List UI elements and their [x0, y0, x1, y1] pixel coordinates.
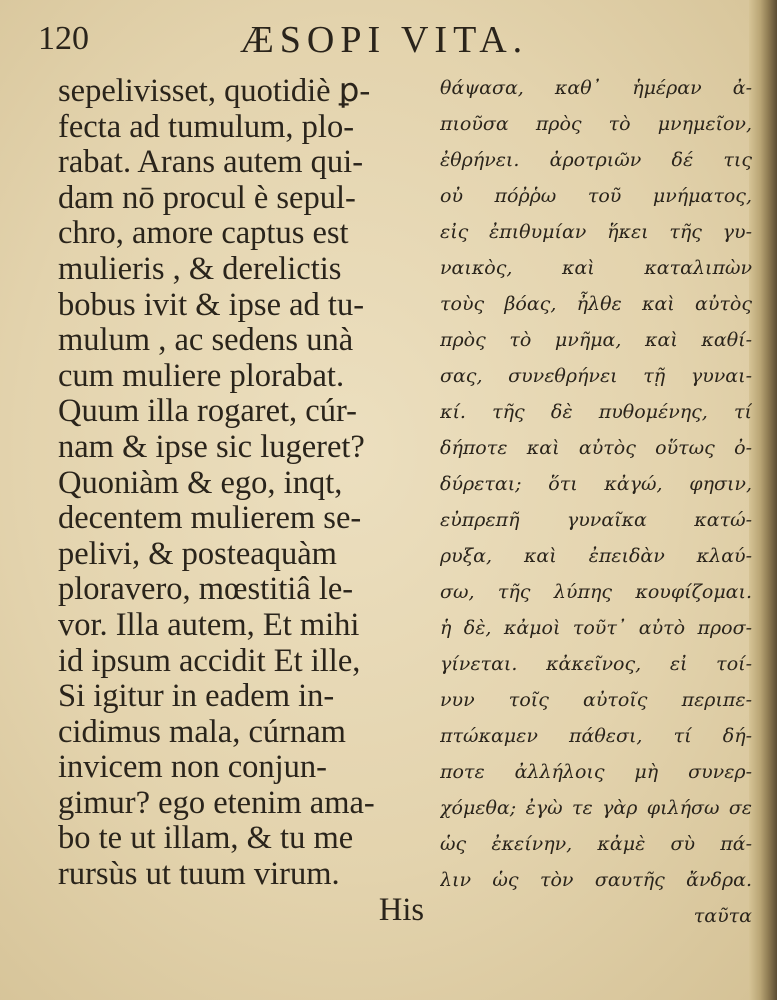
latin-line: nam & ipse sic lugeret?: [58, 428, 365, 465]
greek-line: ναικὸς, καὶ καταλιπὼν: [440, 257, 752, 279]
greek-line: σας, συνεθρήνει τῇ γυναι-: [440, 365, 752, 387]
greek-line: εὐπρεπῆ γυναῖκα κατώ-: [440, 509, 752, 531]
latin-line: vor. Illa autem, Et mihi: [58, 606, 360, 643]
latin-line: bobus ivit & ipse ad tu-: [58, 286, 365, 323]
greek-line: ὡς ἐκείνην, κἀμὲ σὺ πά-: [440, 833, 752, 855]
greek-catchword: ταῦτα: [693, 905, 752, 927]
latin-line: pelivi, & posteaquàm: [58, 535, 337, 572]
latin-line: mulum , ac sedens unà: [58, 322, 354, 359]
greek-line: ποτε ἀλλήλοις μὴ συνερ-: [440, 761, 752, 783]
greek-column: [440, 70, 752, 934]
latin-line: Quoniàm & ego, inqt,: [58, 464, 343, 501]
latin-line: bo te ut illam, & tu me: [58, 820, 354, 857]
latin-line: Quum illa rogaret, cúr-: [58, 393, 357, 430]
greek-line: δήποτε καὶ αὐτὸς οὕτως ὀ-: [440, 437, 752, 459]
latin-line: chro, amore captus est: [58, 215, 349, 252]
running-head: ÆSOPI VITA.: [240, 19, 529, 61]
greek-line: πτώκαμεν πάθεσι, τί δή-: [440, 725, 752, 747]
latin-line: cidimus mala, cúrnam: [58, 713, 346, 750]
greek-line: λιν ὡς τὸν σαυτῆς ἄνδρα.: [440, 869, 752, 891]
latin-line: Si igitur in eadem in-: [58, 678, 335, 715]
page-number: 120: [38, 20, 89, 57]
greek-line: εἰς ἐπιθυμίαν ἥκει τῆς γυ-: [440, 221, 752, 243]
greek-line: κί. τῆς δὲ πυθομένης, τί: [440, 401, 752, 423]
latin-line: id ipsum accidit Et ille,: [58, 642, 361, 679]
latin-line: dam nō procul è sepul-: [58, 179, 356, 216]
latin-line: rursùs ut tuum virum.: [58, 856, 340, 893]
greek-line: πιοῦσα πρὸς τὸ μνημεῖον,: [440, 113, 752, 135]
latin-line: gimur? ego etenim ama-: [58, 784, 375, 821]
latin-line: ploravero, mœstitiâ le-: [58, 571, 354, 608]
latin-line: fecta ad tumulum, plo-: [58, 108, 355, 145]
greek-line: οὐ πόῤῥω τοῦ μνήματος,: [440, 185, 752, 207]
page-gutter: [749, 0, 777, 1000]
greek-line: θάψασα, καθ᾽ ἡμέραν ἀ-: [440, 77, 752, 99]
greek-line: πρὸς τὸ μνῆμα, καὶ καθί-: [440, 329, 752, 351]
latin-column: [58, 74, 424, 928]
latin-line: decentem mulierem se-: [58, 500, 362, 537]
greek-line: τοὺς βόας, ἦλθε καὶ αὐτὸς: [440, 293, 752, 315]
greek-line: γίνεται. κἀκεῖνος, εἰ τοί-: [440, 653, 752, 675]
latin-line: rabat. Arans autem qui-: [58, 144, 364, 181]
latin-line: invicem non conjun-: [58, 749, 327, 786]
greek-line: ρυξα, καὶ ἐπειδὰν κλαύ-: [440, 545, 752, 567]
latin-line: cum muliere plorabat.: [58, 357, 345, 394]
greek-line: σω, τῆς λύπης κουφίζομαι.: [440, 581, 752, 603]
greek-line: δύρεται; ὅτι κἀγώ, φησιν,: [440, 473, 752, 495]
greek-line: χόμεθα; ἐγὼ τε γὰρ φιλήσω σε: [440, 797, 752, 819]
greek-line: ἐθρήνει. ἀροτριῶν δέ τις: [440, 149, 752, 171]
latin-catchword: His: [378, 891, 424, 928]
latin-line: sepelivisset, quotidiè ꝑ-: [58, 73, 371, 109]
latin-line: mulieris , & derelictis: [58, 250, 342, 287]
greek-line: ἡ δὲ, κἀμοὶ τοῦτ᾽ αὐτὸ προσ-: [440, 617, 752, 639]
greek-line: νυν τοῖς αὐτοῖς περιπε-: [440, 689, 752, 711]
